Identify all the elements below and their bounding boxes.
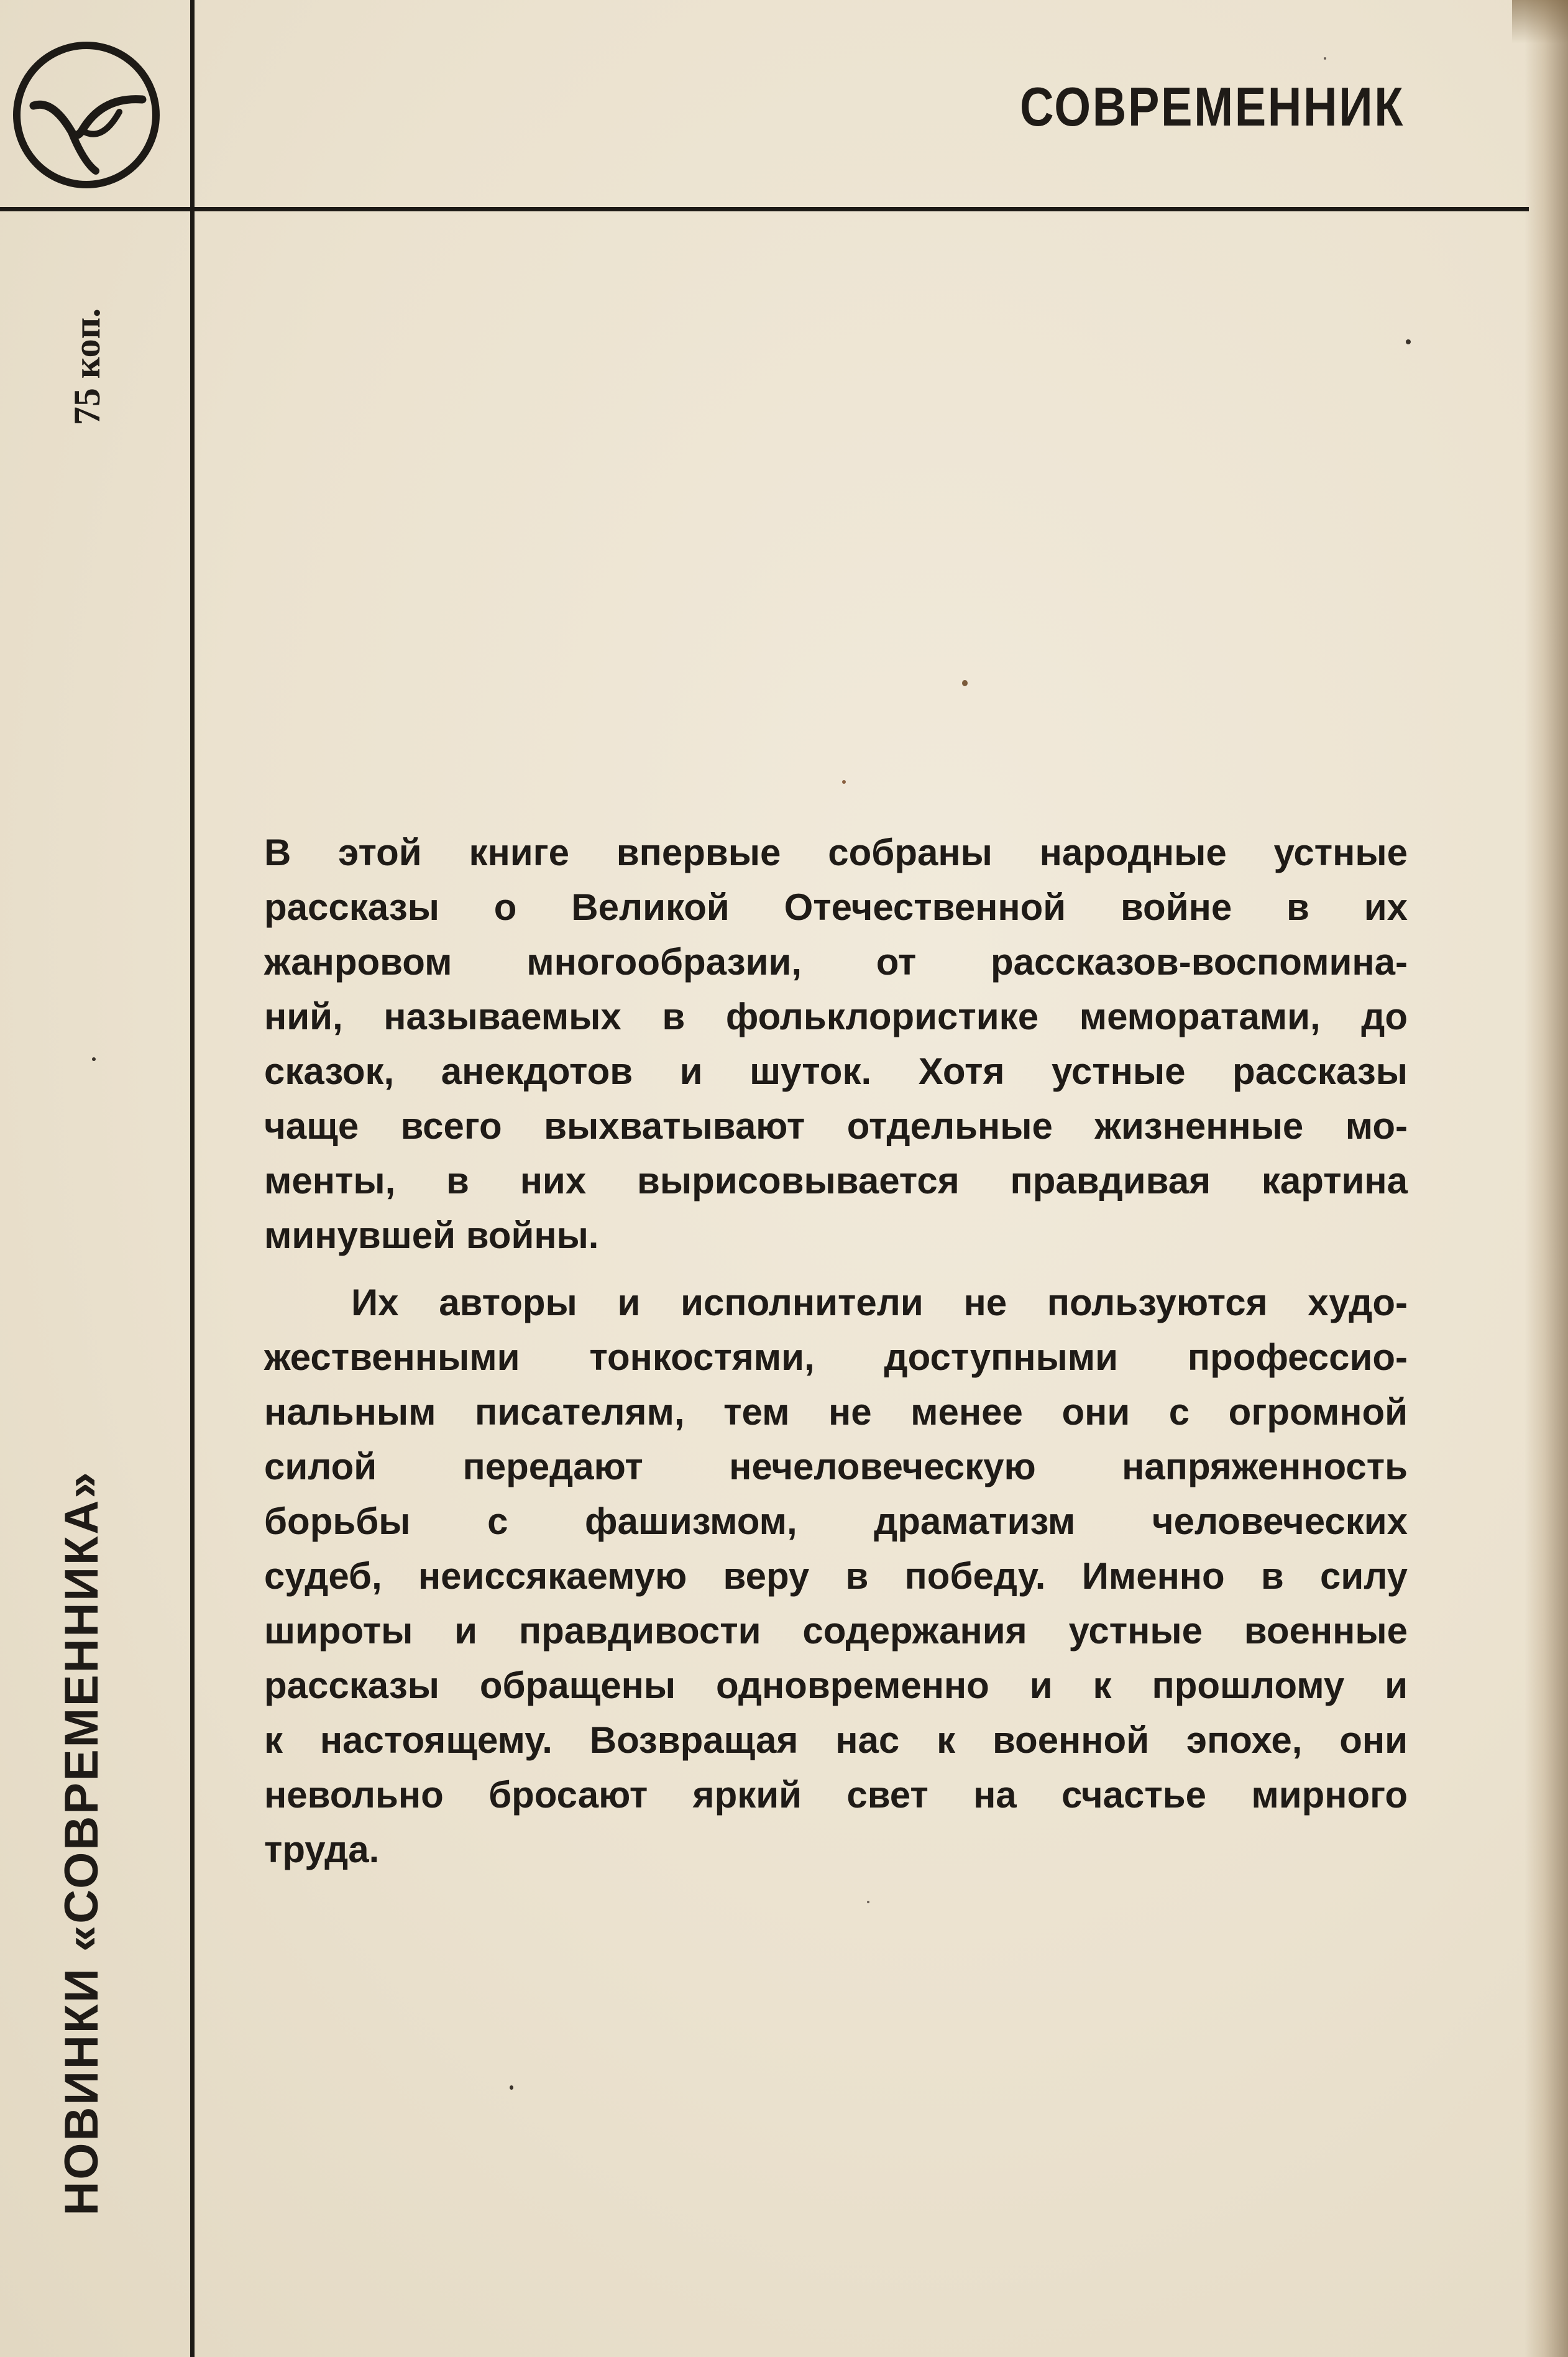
worn-edge: [1524, 0, 1568, 2357]
price-label: 75 коп.: [66, 308, 108, 426]
annotation-paragraph-1: [264, 825, 1408, 1263]
text-line: силой передают нечеловеческую напряженность: [264, 1446, 1408, 1487]
text-line: к настоящему. Возвращая нас к военной эпохе, они: [264, 1719, 1408, 1761]
paper-speck: [1324, 57, 1326, 60]
text-line: нальным писателям, тем не менее они с огромной: [264, 1391, 1408, 1433]
worn-corner: [1512, 0, 1568, 44]
text-line: невольно бросают яркий свет на счастье мирного: [264, 1774, 1408, 1816]
text-line: ний, называемых в фольклористике меморатами, до: [264, 996, 1408, 1037]
text-line: менты, в них вырисовывается правдивая картина: [264, 1160, 1408, 1201]
horizontal-rule: [0, 207, 1529, 211]
text-line: Их авторы и исполнители не пользуются худо-: [351, 1282, 1408, 1323]
text-line: В этой книге впервые собраны народные устные: [264, 832, 1408, 873]
paper-speck: [92, 1057, 96, 1061]
publisher-name: СОВРЕМЕННИК: [1019, 76, 1405, 137]
paper-speck: [1406, 339, 1411, 344]
text-line: сказок, анекдотов и шуток. Хотя устные рассказы: [264, 1050, 1408, 1092]
annotation-paragraph-2: [264, 1275, 1408, 1877]
text-line: судеб, неиссякаемую веру в победу. Именно в силу: [264, 1555, 1408, 1597]
text-line: борьбы с фашизмом, драматизм человеческих: [264, 1500, 1408, 1542]
annotation-text: [264, 825, 1408, 1877]
text-line: жанровом многообразии, от рассказов-воспомина-: [264, 941, 1408, 983]
paper-speck: [842, 780, 846, 784]
paper-speck: [510, 2085, 513, 2090]
series-title: НОВИНКИ «СОВРЕМЕННИКА»: [55, 1470, 108, 2216]
text-line: минувшей войны.: [264, 1215, 599, 1256]
paper-speck: [962, 680, 968, 686]
paper-speck: [867, 1901, 869, 1903]
text-line: жественными тонкостями, доступными профессио-: [264, 1336, 1408, 1378]
vertical-rule: [190, 0, 195, 2357]
publisher-logo-icon: [9, 37, 164, 193]
text-line: широты и правдивости содержания устные военные: [264, 1610, 1408, 1652]
text-line: рассказы обращены одновременно и к прошлому и: [264, 1665, 1408, 1706]
text-line: труда.: [264, 1829, 380, 1870]
text-line: рассказы о Великой Отечественной войне в их: [264, 886, 1408, 928]
text-line: чаще всего выхватывают отдельные жизненные мо-: [264, 1105, 1408, 1147]
